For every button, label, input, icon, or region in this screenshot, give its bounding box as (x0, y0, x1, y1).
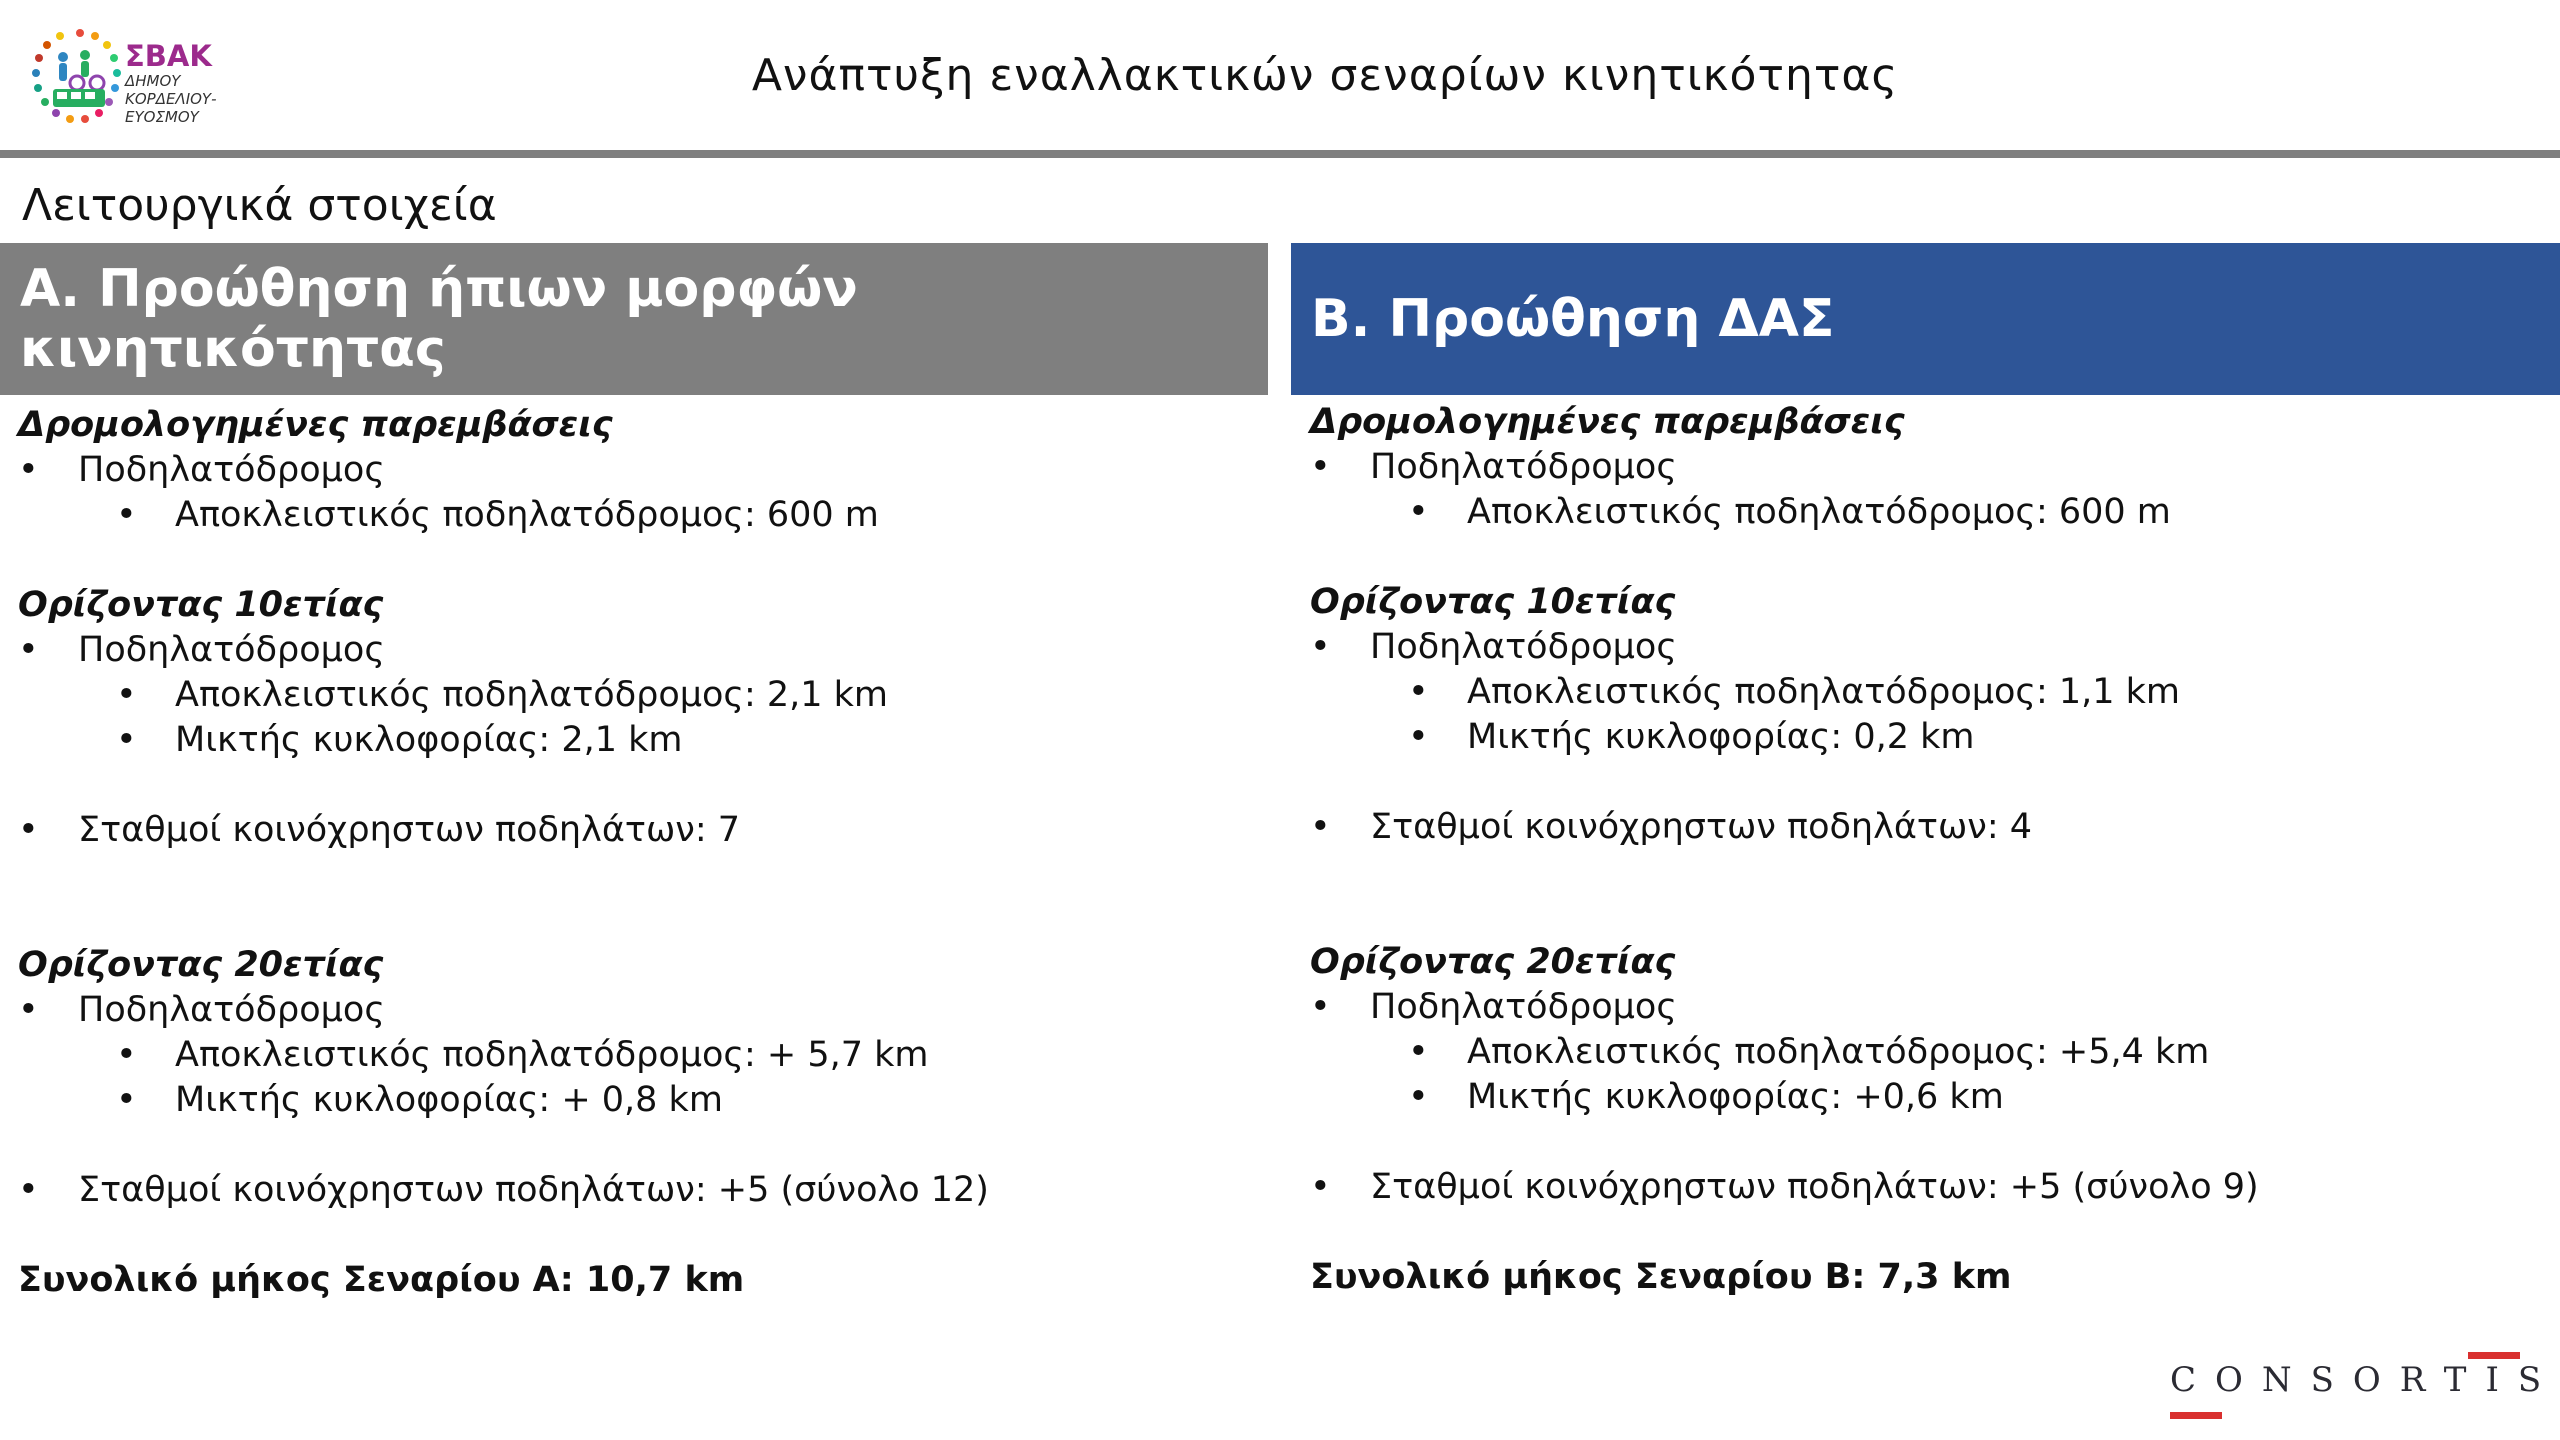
sub-list-item-text: Αποκλειστικός ποδηλατόδρομος: 600 m (175, 495, 879, 535)
list-item (18, 988, 1248, 1033)
section-title: Λειτουργικά στοιχεία (22, 180, 497, 231)
bullet: • (1310, 447, 1331, 487)
list-item (1310, 805, 2540, 850)
logo-line: ΔΗΜΟΥ (125, 72, 181, 90)
sub-list-item-text: Αποκλειστικός ποδηλατόδρομος: + 5,7 km (175, 1035, 929, 1075)
list-item-text: Ποδηλατόδρομος (78, 630, 385, 670)
consortis-logo: CONSORTIS (2170, 1360, 2560, 1400)
bullet: • (116, 720, 137, 760)
scenario-b-total: Συνολικό μήκος Σεναρίου Β: 7,3 km (1310, 1257, 2012, 1297)
list-item-text: Σταθμοί κοινόχρηστων ποδηλάτων: 4 (1370, 807, 2033, 847)
bullet: • (116, 1080, 137, 1120)
bullet: • (1408, 1077, 1429, 1117)
logo-line: ΚΟΡΔΕΛΙΟΥ- (125, 90, 217, 108)
bullet: • (18, 630, 39, 670)
page-title: Ανάπτυξη εναλλακτικών σεναρίων κινητικότητας (751, 50, 1899, 101)
horizon-20-heading: Ορίζοντας 20ετίας (18, 945, 384, 985)
routed-heading: Δρομολογημένες παρεμβάσεις (1310, 402, 1905, 442)
sub-list-item (1310, 715, 2540, 760)
bullet: • (1310, 987, 1331, 1027)
bullet: • (116, 495, 137, 535)
scenario-b-content (1310, 400, 2540, 1300)
bullet: • (18, 450, 39, 490)
sub-list-item (18, 1033, 1248, 1078)
list-item (1310, 445, 2540, 490)
header-divider (0, 150, 2560, 158)
sub-list-item-text: Μικτής κυκλοφορίας: +0,6 km (1467, 1077, 2004, 1117)
bullet: • (116, 675, 137, 715)
sub-list-item-text: Μικτής κυκλοφορίας: + 0,8 km (175, 1080, 723, 1120)
bullet: • (1408, 717, 1429, 757)
list-item-text: Ποδηλατόδρομος (1370, 627, 1677, 667)
horizon-10-heading: Ορίζοντας 10ετίας (1310, 582, 1676, 622)
scenario-a-header-text: Α. Προώθηση ήπιων μορφών κινητικότητας (20, 259, 858, 379)
list-item-text: Ποδηλατόδρομος (78, 990, 385, 1030)
list-item-text: Σταθμοί κοινόχρηστων ποδηλάτων: 7 (78, 810, 741, 850)
scenario-a-total: Συνολικό μήκος Σεναρίου Α: 10,7 km (18, 1260, 745, 1300)
sub-list-item (1310, 1030, 2540, 1075)
bullet: • (116, 1035, 137, 1075)
logo-main-text: ΣΒΑΚ (125, 39, 212, 73)
sub-list-item (1310, 670, 2540, 715)
list-item-text: Ποδηλατόδρομος (1370, 987, 1677, 1027)
bullet: • (18, 810, 39, 850)
consortis-accent-bar-bottom (2170, 1412, 2222, 1419)
list-item (1310, 1165, 2540, 1210)
sub-list-item-text: Μικτής κυκλοφορίας: 2,1 km (175, 720, 683, 760)
sub-list-item (18, 1078, 1248, 1123)
list-item (1310, 985, 2540, 1030)
list-item (1310, 625, 2540, 670)
sub-list-item-text: Αποκλειστικός ποδηλατόδρομος: +5,4 km (1467, 1032, 2210, 1072)
bullet: • (1310, 1167, 1331, 1207)
list-item (18, 808, 1248, 853)
bullet: • (1408, 1032, 1429, 1072)
scenario-a-header (0, 243, 1268, 395)
bullet: • (1310, 807, 1331, 847)
sub-list-item (1310, 490, 2540, 535)
bullet: • (1310, 627, 1331, 667)
scenario-b-header (1291, 243, 2560, 395)
sub-list-item (1310, 1075, 2540, 1120)
horizon-10-heading: Ορίζοντας 10ετίας (18, 585, 384, 625)
list-item-text: Σταθμοί κοινόχρηστων ποδηλάτων: +5 (σύνολο 9) (1370, 1167, 2259, 1207)
sub-list-item (18, 718, 1248, 763)
logo-line: ΕΥΟΣΜΟΥ (125, 108, 199, 126)
bullet: • (1408, 492, 1429, 532)
sub-list-item (18, 493, 1248, 538)
list-item-text: Σταθμοί κοινόχρηστων ποδηλάτων: +5 (σύνολο 12) (78, 1170, 989, 1210)
sub-list-item-text: Αποκλειστικός ποδηλατόδρομος: 1,1 km (1467, 672, 2181, 712)
bullet: • (18, 990, 39, 1030)
sub-list-item-text: Μικτής κυκλοφορίας: 0,2 km (1467, 717, 1975, 757)
sub-list-item-text: Αποκλειστικός ποδηλατόδρομος: 600 m (1467, 492, 2171, 532)
list-item (18, 1168, 1248, 1213)
sub-list-item-text: Αποκλειστικός ποδηλατόδρομος: 2,1 km (175, 675, 889, 715)
routed-heading: Δρομολογημένες παρεμβάσεις (18, 405, 613, 445)
consortis-accent-bar-top (2468, 1352, 2520, 1359)
list-item-text: Ποδηλατόδρομος (1370, 447, 1677, 487)
list-item (18, 448, 1248, 493)
sub-list-item (18, 673, 1248, 718)
list-item-text: Ποδηλατόδρομος (78, 450, 385, 490)
horizon-20-heading: Ορίζοντας 20ετίας (1310, 942, 1676, 982)
scenario-a-content (18, 403, 1248, 1303)
scenario-b-header-text: Β. Προώθηση ΔΑΣ (1311, 289, 1835, 349)
bullet: • (18, 1170, 39, 1210)
list-item (18, 628, 1248, 673)
bullet: • (1408, 672, 1429, 712)
